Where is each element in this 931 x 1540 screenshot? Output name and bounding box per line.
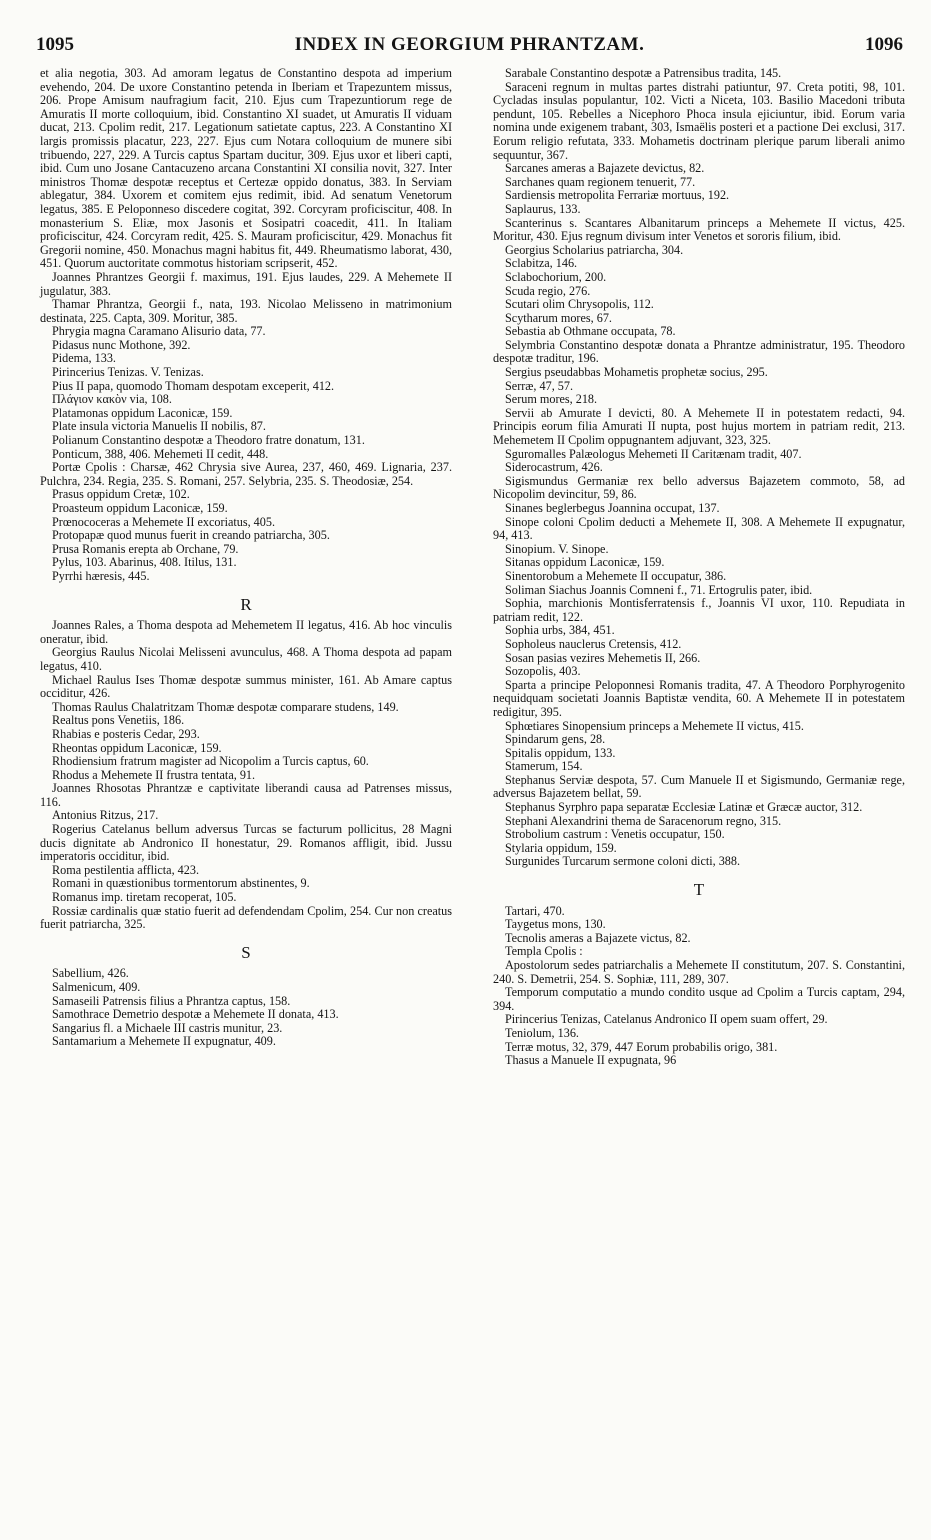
index-entry: Sardiensis metropolita Ferrariæ mortuus, 192. [505, 188, 730, 203]
index-block [493, 67, 905, 869]
index-entry: Sinentorobum a Mehemete II occupatur, 386. [505, 568, 727, 583]
index-entry: Pylus, 103. Abarinus, 408. Itilus, 131. [52, 555, 237, 570]
index-entry: Saraceni regnum in multas partes distrahi patiuntur, 97. Creta potiti, 98, 101. Cycladas insulas populantur, 102. Victi a Niceta, 103. Basilio Macedoni tributa pendunt, 105. Rebelles a Nicephoro Phoca insula ejiciuntur, ibid. Eorum varia nomina unde exigenem trabant, 303, Ismaëlis posteri et a pactione Dei exclusi, 317. Eorum religio refutata, 333. Mohametis doctrinam plerique parum liberali animo sequuntur, 367. [493, 79, 905, 162]
index-entry: Sinanes beglerbegus Joannina occupat, 137. [505, 501, 720, 515]
index-entry: Sosan pasias vezires Mehemetis II, 266. [505, 650, 701, 665]
index-entry: Sangarius fl. a Michaele III castris munitur, 23. [52, 1020, 283, 1035]
index-entry: Samaseili Patrensis filius a Phrantza captus, 158. [52, 993, 291, 1008]
left-column [40, 67, 452, 1049]
index-entry: Sphœtiares Sinopensium princeps a Mehemete II victus, 415. [505, 718, 804, 733]
index-entry: Stephani Alexandrini thema de Saracenorum regno, 315. [505, 813, 782, 828]
index-entry: Sozopolis, 403. [505, 664, 581, 679]
page-number-right: 1096 [865, 34, 903, 55]
index-entry: Sophia, marchionis Montisferratensis f., Joannis VI uxor, 110. Repudiata in patriam redit, 122. [493, 596, 905, 624]
index-entry: Salmenicum, 409. [52, 980, 141, 994]
index-entry: Thasus a Manuele II expugnata, 96 [505, 1053, 677, 1068]
index-entry: Santamarium a Mehemete II expugnatur, 409. [52, 1034, 276, 1049]
right-column [493, 67, 905, 1068]
index-entry: Saplaurus, 133. [505, 201, 581, 216]
index-entry: Thomas Raulus Chalatritzam Thomæ despotæ comparare studens, 149. [52, 699, 399, 714]
index-entry: Apostolorum sedes patriarchalis a Mehemete II constitutum, 207. S. Constantini, 240. S. Demetrii, 254. S. Sophiæ, 111, 289, 307. [493, 958, 905, 986]
index-entry: Pidasus nunc Mothone, 392. [52, 337, 191, 352]
index-entry: Templa Cpolis : [505, 944, 583, 959]
index-entry: Pius II papa, quomodo Thomam despotam exceperit, 412. [52, 378, 335, 393]
index-entry: Stamerum, 154. [505, 759, 583, 774]
index-entry: Tartari, 470. [505, 903, 565, 918]
index-entry: Romanus imp. tiretam recoperat, 105. [52, 890, 237, 905]
index-entry: Michael Raulus Ises Thomæ despotæ summus minister, 161. Ab Amare captus occiditur, 426. [40, 672, 452, 701]
index-entry: Terræ motus, 32, 379, 447 Eorum probabilis origo, 381. [505, 1039, 778, 1054]
index-entry: Πλάγιον κακὸν via, 108. [52, 392, 172, 407]
index-block-t [493, 905, 905, 1068]
index-entry: Polianum Constantino despotæ a Theodoro fratre donatum, 131. [52, 433, 365, 448]
index-entry: Stylaria oppidum, 159. [505, 840, 617, 855]
index-entry: Realtus pons Venetiis, 186. [52, 713, 185, 728]
index-entry: Plate insula victoria Manuelis II nobilis, 87. [52, 419, 266, 434]
index-entry: Surgunides Turcarum sermone coloni dicti, 388. [505, 854, 741, 869]
index-entry: Soliman Siachus Joannis Comneni f., 71. Ertogrulis pater, ibid. [505, 582, 813, 597]
index-entry: Scanterinus s. Scantares Albanitarum princeps a Mehemete II victus, 425. Moritur, 430. Ejus regnum divisum inter Venetos et sororis filium, ibid. [493, 215, 905, 244]
section-letter-t: T [693, 880, 705, 900]
index-block-r [40, 619, 452, 932]
index-entry: Sergius pseudabbas Mohametis prophetæ socius, 295. [505, 365, 768, 380]
index-entry: et alia negotia, 303. Ad amoram legatus de Constantino despota ad imperium evehendo, 204. De uxore Constantino petenda in Iberiam et Trapezuntem missus, 206. Prope Amisum naufragium facit, 210. Ejus cum Trapezuntiorum rege de Amuratis II morte colloquium, ibid. Constantino XI suadet, ut Amuratis II viduam ducat, 213. Cpolim redit, 217. Legationum satietate captus, 223. A Constantino XI largis promissis placatur, 223, 227. Ejus cum Notara colloquium de munere sibi tribuendo, 227, 229. A Turcis captus Spartam ducitur, 309. Ejus uxor et liberi capti, ibid. Cum uno Josane Cantacuzeno arcana Constantini XI consilia novit, 327. Inter ministros Thomæ despotæ receptus et Certezæ oppido donatus, 383. In Serviam ablegatur, 384. Uxorem et comitem ejus redimit, ibid. Ad senatum Venetorum legatus, 385. E Peloponneso discedere cogitat, 392. Corcyram proficiscitur, 408. In monasterium S. Eliæ, mox Jasonis et Sosipatri coacedit, 411. In Italiam proficiscitur, 424. Corcyram redit, 425. S. Mauram proficiscitur, 429. Monachus fit Gregorii nomine, 450. Monachus magni habitus fit, 449. Rheumatismo laborat, 430, 451. Quorum auctoritate commotus historiam scripserit, 452. [40, 66, 452, 271]
index-entry: Roma pestilentia afflicta, 423. [52, 862, 199, 877]
index-entry: Sclabochorium, 200. [505, 269, 607, 284]
index-entry: Scytharum mores, 67. [505, 310, 612, 325]
index-entry: Georgius Scholarius patriarcha, 304. [505, 242, 684, 257]
section-letter-r: R [240, 594, 252, 614]
index-entry: Thamar Phrantza, Georgii f., nata, 193. Nicolao Melisseno in matrimonium destinata, 225. Capta, 309. Moritur, 385. [40, 297, 452, 325]
index-entry: Sarabale Constantino despotæ a Patrensibus tradita, 145. [505, 66, 782, 80]
index-entry: Phrygia magna Caramano Alisurio data, 77. [52, 324, 266, 339]
index-entry: Scutari olim Chrysopolis, 112. [505, 297, 654, 312]
index-entry: Protopapæ quod munus fuerit in creando patriarcha, 305. [52, 528, 330, 543]
index-entry: Sabellium, 426. [52, 966, 129, 981]
index-entry: Antonius Ritzus, 217. [52, 808, 159, 823]
index-entry: Prasus oppidum Cretæ, 102. [52, 487, 190, 502]
page-header [36, 34, 903, 64]
index-entry: Sarchanes quam regionem tenuerit, 77. [505, 174, 696, 189]
index-block [40, 67, 452, 584]
index-entry: Rhodiensium fratrum magister ad Nicopolim a Turcis captus, 60. [52, 754, 369, 769]
index-entry: Rhabias e posteris Cedar, 293. [52, 726, 200, 741]
index-entry: Serum mores, 218. [505, 392, 598, 407]
index-entry: Rogerius Catelanus bellum adversus Turcas se facturum pollicitus, 28 Magni ducis dignitate ab Andronico II honestatur, 29. Romanos affligit, ibid. Jussu imperatoris occiditur, ibid. [40, 822, 452, 864]
index-entry: Pirincerius Tenizas. V. Tenizas. [52, 365, 204, 380]
page-number-left: 1095 [36, 34, 74, 55]
index-entry: Proasteum oppidum Laconicæ, 159. [52, 501, 228, 515]
section-letter-s: S [241, 942, 251, 962]
index-entry: Portæ Cpolis : Charsæ, 462 Chrysia sive Aurea, 237, 460, 469. Lignaria, 237. Pulchra, 234. Regia, 235. S. Romani, 257. Selybria, 235. S. Theodosiæ, 254. [40, 460, 452, 488]
index-entry: Pirincerius Tenizas, Catelanus Andronico II opem suam offert, 29. [505, 1012, 828, 1027]
page-title: INDEX IN GEORGIUM PHRANTZAM. [294, 34, 645, 55]
index-entry: Joannes Rales, a Thoma despota ad Mehemetem II legatus, 416. Ab hoc vinculis oneratur, ibid. [40, 618, 452, 646]
index-entry: Sinope coloni Cpolim deducti a Mehemete II, 308. A Mehemete II expugnatur, 94, 413. [493, 514, 905, 543]
index-entry: Pyrrhi hæresis, 445. [52, 568, 150, 583]
index-entry: Joannes Phrantzes Georgii f. maximus, 191. Ejus laudes, 229. A Mehemete II jugulatur, 383. [40, 269, 452, 298]
index-entry: Sarcanes ameras a Bajazete devictus, 82. [505, 161, 705, 176]
index-entry: Spindarum gens, 28. [505, 732, 606, 747]
index-entry: Stephanus Serviæ despota, 57. Cum Manuele II et Sigismundo, Germaniæ rege, adversus Bajazetem bellat, 59. [493, 772, 905, 801]
index-entry: Strobolium castrum : Venetis occupatur, 150. [505, 827, 725, 842]
index-entry: Prœnococeras a Mehemete II excoriatus, 405. [52, 514, 276, 529]
index-entry: Samothrace Demetrio despotæ a Mehemete II donata, 413. [52, 1007, 339, 1022]
index-entry: Stephanus Syrphro papa separatæ Ecclesiæ Latinæ et Græcæ auctor, 312. [505, 800, 863, 815]
index-entry: Tecnolis ameras a Bajazete victus, 82. [505, 930, 691, 945]
index-entry: Selymbria Constantino despotæ donata a Phrantze administratur, 195. Theodoro despotæ traditur, 196. [493, 337, 905, 366]
index-entry: Spitalis oppidum, 133. [505, 745, 616, 760]
index-entry: Sclabitza, 146. [505, 256, 578, 271]
index-entry: Prusa Romanis erepta ab Orchane, 79. [52, 541, 239, 556]
index-entry: Platamonas oppidum Laconicæ, 159. [52, 405, 233, 420]
index-entry: Servii ab Amurate I devicti, 80. A Mehemete II in potestatem redacti, 94. Principis eorum filia Amurati II nupta, post hujus mortem in patriam redit, 213. Mehemetem II Cpolim oppugnantem adjuvant, 323, 325. [493, 405, 905, 448]
index-entry: Scuda regio, 276. [505, 283, 591, 298]
index-entry: Rheontas oppidum Laconicæ, 159. [52, 740, 222, 755]
index-entry: Sitanas oppidum Laconicæ, 159. [505, 555, 665, 570]
index-entry: Sebastia ab Othmane occupata, 78. [505, 324, 676, 339]
index-entry: Sinopium. V. Sinope. [505, 541, 609, 556]
index-entry: Rhodus a Mehemete II frustra tentata, 91. [52, 767, 256, 782]
index-entry: Temporum computatio a mundo condito usque ad Cpolim a Turcis captam, 294, 394. [493, 985, 905, 1013]
index-entry: Joannes Rhosotas Phrantzæ e captivitate liberandi causa ad Patrenses missus, 116. [40, 781, 452, 809]
index-entry: Sparta a principe Peloponnesi Romanis tradita, 47. A Theodoro Porphyrogenito nequidquam societati Joannis Baptistæ vendita, 60. A Mehemete II in potestatem redigitur, 395. [493, 677, 905, 719]
index-entry: Romani in quæstionibus tormentorum abstinentes, 9. [52, 876, 310, 891]
index-entry: Taygetus mons, 130. [505, 917, 606, 932]
index-entry: Teniolum, 136. [505, 1025, 579, 1040]
index-entry: Rossiæ cardinalis quæ statio fuerit ad defendendam Cpolim, 254. Cur non creatus fuerit patriarcha, 325. [40, 903, 452, 932]
index-entry: Ponticum, 388, 406. Mehemeti II cedit, 448. [52, 446, 269, 461]
index-block-s [40, 967, 452, 1049]
index-entry: Sigismundus Germaniæ rex bello adversus Bajazetem commoto, 58, ad Nicopolim devincitur, 59, 86. [493, 473, 905, 502]
index-entry: Serræ, 47, 57. [505, 378, 574, 393]
index-entry: Sophia urbs, 384, 451. [505, 623, 615, 638]
index-entry: Siderocastrum, 426. [505, 460, 603, 475]
index-entry: Sopholeus nauclerus Cretensis, 412. [505, 636, 682, 651]
index-entry: Sguromalles Palæologus Mehemeti II Caritænam tradit, 407. [505, 446, 802, 461]
index-entry: Georgius Raulus Nicolai Melisseni avunculus, 468. A Thoma despota ad papam legatus, 410. [40, 645, 452, 673]
index-entry: Pidema, 133. [52, 351, 116, 366]
